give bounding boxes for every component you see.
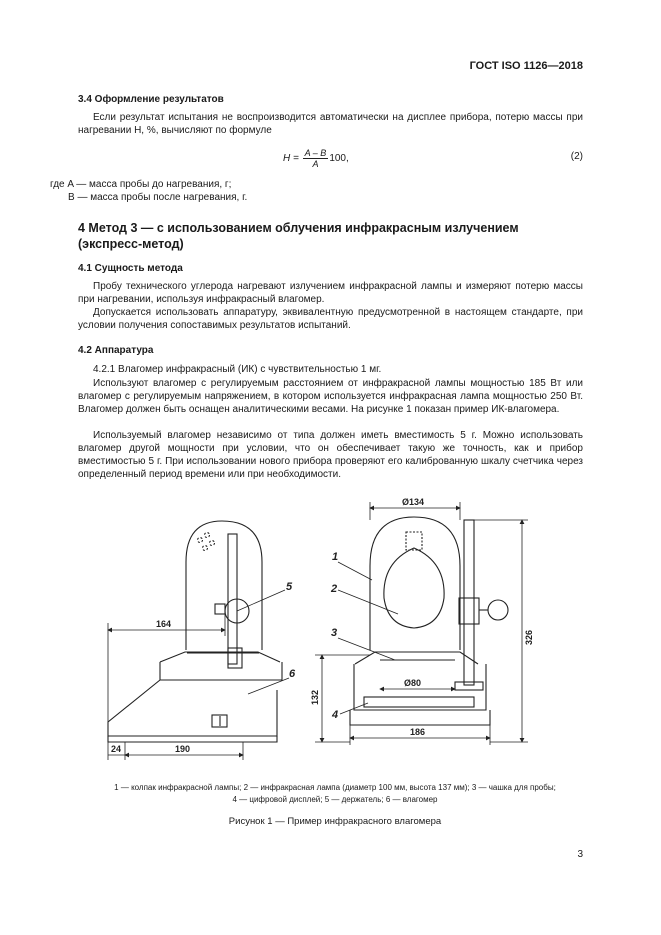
dim-164-text: 164 [156, 619, 172, 629]
figure-title: Рисунок 1 — Пример инфракрасного влагомера [228, 816, 442, 827]
dim-24-text: 24 [111, 744, 122, 754]
pan-platform-front [355, 652, 478, 664]
lamp-socket [406, 532, 422, 550]
formula-multiplier: 100, [329, 153, 349, 165]
figure-legend-line1: 1 — колпак инфракрасной лампы; 2 — инфракрасная лампа (диаметр 100 мм, высота 137 мм); 3 — чашка для пробы; [114, 783, 556, 792]
vent-hole [198, 538, 203, 543]
lamp-hood-side [186, 521, 262, 650]
side-view-drawing [108, 521, 282, 742]
standard-header: ГОСТ ISO 1126—2018 [469, 60, 583, 72]
section-4-title [78, 220, 588, 252]
formula-2 [283, 148, 349, 174]
ir-lamp-bulb [384, 548, 444, 628]
main-housing-side [108, 680, 277, 736]
dim-326-text: 326 [524, 629, 534, 645]
holder-block [459, 598, 479, 624]
upper-housing [160, 662, 282, 680]
label-6: 6 [289, 668, 296, 680]
label-2: 2 [331, 583, 338, 595]
front-view-drawing [350, 517, 508, 725]
section-4-1-title: 4.1 Сущность метода [78, 263, 183, 274]
formula-fraction [303, 148, 329, 169]
figure-legend [40, 782, 630, 806]
section-4-2-paragraph-2: Используют влагомер с регулируемым расстоянием от инфракрасной лампы мощностью 185 Вт или влагомер с регулируемым напряжением, в котором используется инфракрасная лампа мощностью 250 Вт. Влагомер должен быть оснащен аналитическими весами. На рисунке 1 показан пример ИК-влагомера. [78, 378, 583, 415]
dim-190-text: 190 [175, 744, 191, 754]
section-4-2-title: 4.2 Аппаратура [78, 345, 154, 356]
label-3: 3 [331, 627, 338, 639]
section-3-4-title: 3.4 Оформление результатов [78, 94, 224, 105]
holder-clamp [215, 604, 225, 614]
page-number: 3 [577, 849, 583, 860]
leader-1 [338, 562, 372, 580]
section-4-2-paragraph-3: Используемый влагомер независимо от типа должен иметь вместимость 5 г. Можно использовать влагомер другой мощности при условии, что он обеспечивает такую же точность, как и прибор вместимостью 5 г. При использовании нового прибора проверяют его калиброванную шкалу счетчика через определенный период времени или при необходимости. [78, 430, 583, 480]
leader-5 [237, 590, 285, 611]
control-panel [455, 682, 483, 690]
vent-hole [203, 546, 208, 551]
section-4-1-paragraph-1: Пробу технического углерода нагревают излучением инфракрасной лампы и измеряют потерю массы при нагревании, используя инфракрасный влагомер. [78, 281, 583, 305]
digital-display [364, 697, 474, 707]
lamp-vents [198, 533, 215, 551]
vent-hole [210, 541, 215, 546]
formula-numerator: A – B [304, 148, 327, 158]
figure-legend-line2: 4 — цифровой дисплей; 5 — держатель; 6 — влагомер [232, 795, 438, 804]
moisture-meter-figure [0, 490, 661, 775]
dim-80-text: Ø80 [404, 678, 422, 688]
where-b-line: B — масса пробы после нагревания, г. [68, 192, 248, 203]
where-a-line: где A — масса пробы до нагревания, г; [50, 179, 232, 190]
section-4-title-line1: 4 Метод 3 — с использованием облучения инфракрасным излучением [78, 221, 519, 235]
leader-2 [338, 590, 398, 614]
dim-134-text: Ø134 [402, 497, 425, 507]
base-front [350, 710, 490, 725]
dim-186-text: 186 [410, 727, 426, 737]
section-4-2-1: 4.2.1 Влагомер инфракрасный (ИК) с чувствительностью 1 мг. [93, 364, 382, 375]
base-plate-side [108, 736, 277, 742]
formula-denominator: A [312, 159, 319, 169]
formula-lhs: H = [283, 153, 299, 165]
section-3-4-paragraph: Если результат испытания не воспроизводится автоматически на дисплее прибора, потерю массы при нагревании H, %, вычисляют по формуле [78, 112, 583, 136]
vent-hole [205, 533, 210, 538]
label-5: 5 [286, 581, 293, 593]
label-1: 1 [332, 551, 339, 563]
column-base-clamp [228, 648, 242, 668]
section-4-1-paragraph-2: Допускается использовать аппаратуру, эквивалентную предусмотренной в настоящем стандарте, при условии получения сопоставимых результатов испытаний. [78, 307, 583, 331]
section-4-title-line2: (экспресс-метод) [78, 237, 184, 251]
formula-number: (2) [570, 151, 583, 162]
dim-132-text: 132 [310, 689, 320, 705]
holder-knob-front [488, 600, 508, 620]
lamp-hood-front [370, 517, 460, 650]
label-4: 4 [332, 709, 339, 721]
